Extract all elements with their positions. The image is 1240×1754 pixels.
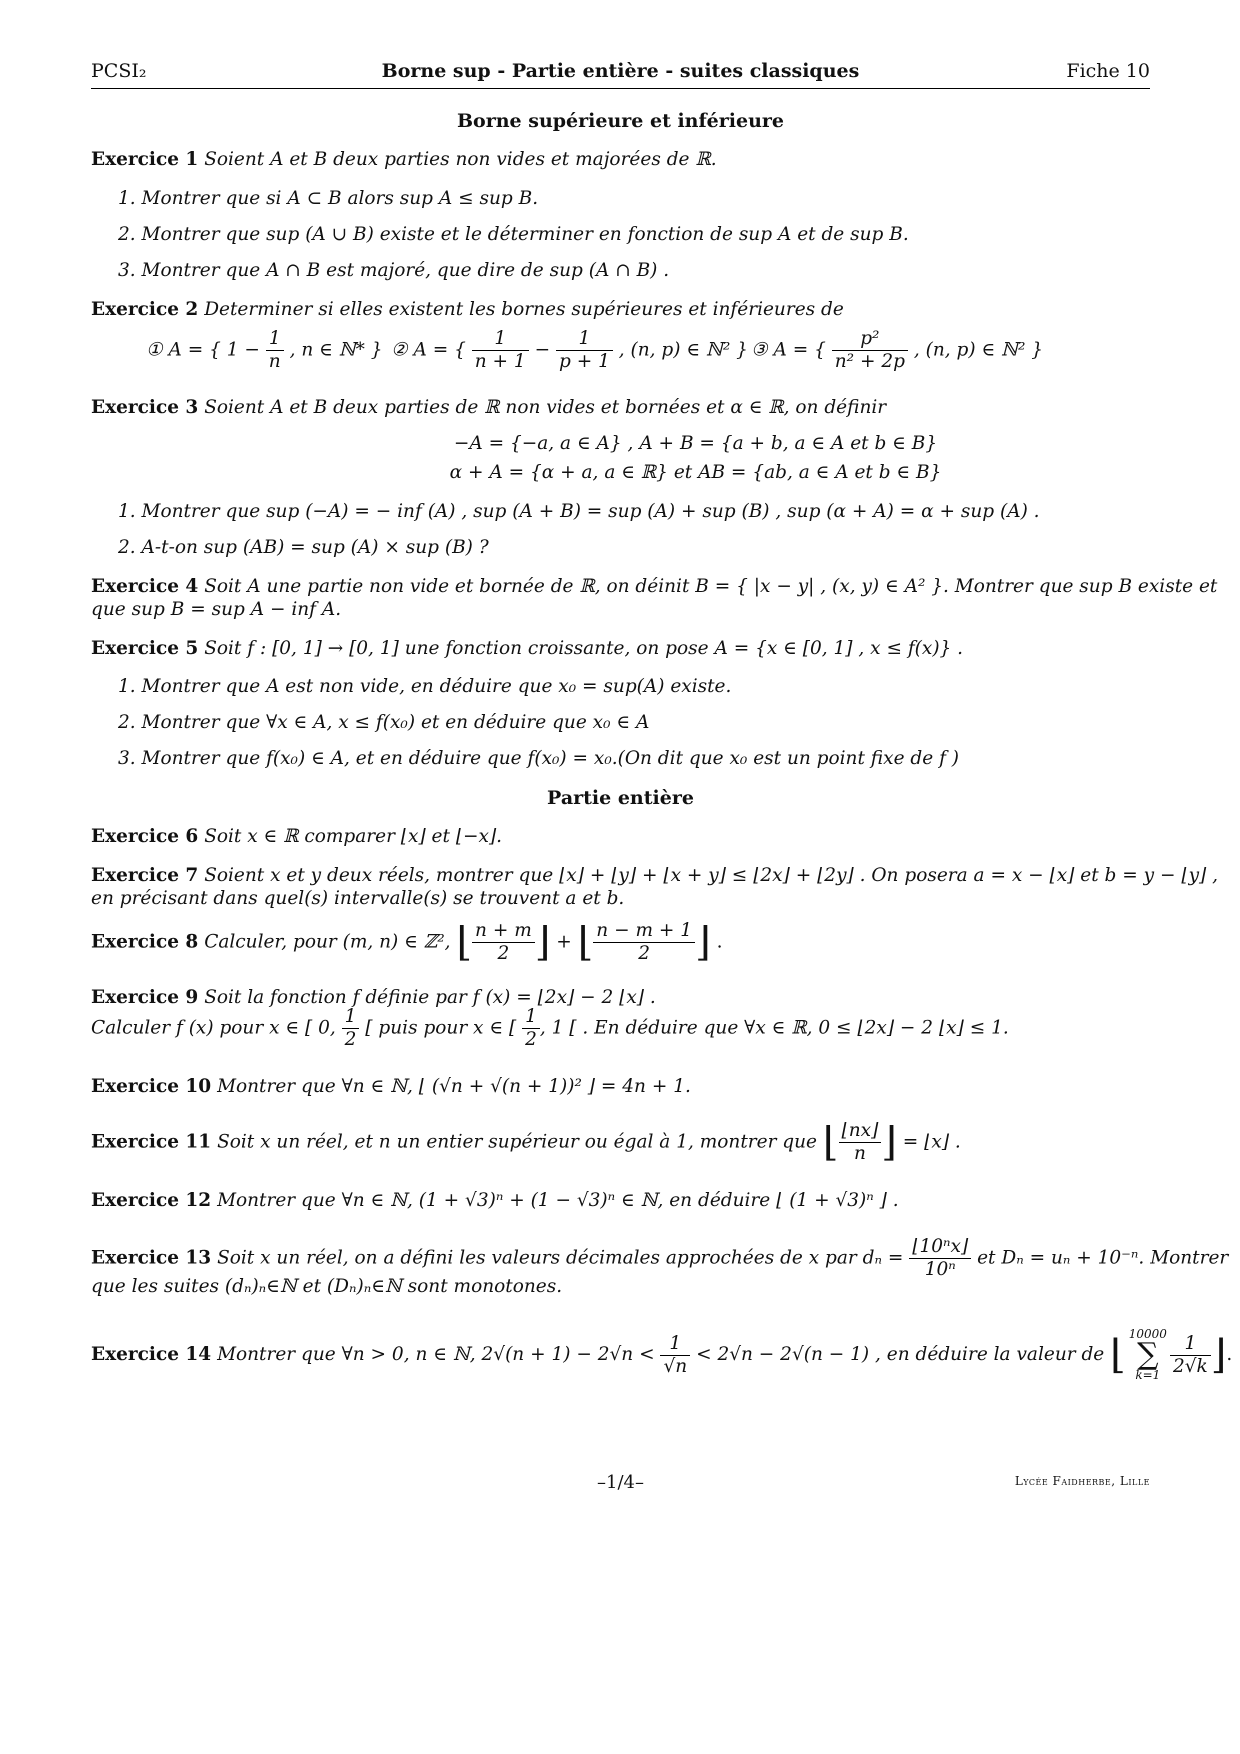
exercise-text: Soit x un réel, et n un entier supérieur ou égal à 1, montrer que <box>217 1131 817 1153</box>
exercise-5-item-3: 3. Montrer que f(x₀) ∈ A, et en déduire que f(x₀) = x₀.(On dit que x₀ est un point fixe de f ) <box>118 748 960 769</box>
exercise-label: Exercice 3 <box>91 397 199 418</box>
exercise-text: Determiner si elles existent les bornes supérieures et inférieures de <box>204 299 844 320</box>
exercise-text: Montrer que ∀n > 0, n ∈ ℕ, 2√(n + 1) − 2√n < <box>217 1344 655 1365</box>
set-2: ② A = { $\frac{1}{n + 1}$ − $\frac{1}{p + 1}$ , (n, p) ∈ ℕ² } <box>391 328 748 372</box>
exercise-text: Soient A et B deux parties non vides et majorées de ℝ. <box>204 149 717 170</box>
page-header <box>91 52 1150 89</box>
exercise-text: Soient x et y deux réels, montrer que ⌊x⌋ + ⌊y⌋ + ⌊x + y⌋ ≤ ⌊2x⌋ + ⌊2y⌋ . On posera a = x − ⌊x⌋ et b = y − ⌊y⌋ , <box>204 865 1218 886</box>
exercise-4-cont: que sup B = sup A − inf A. <box>91 599 342 620</box>
definition-line-1: −A = {−a, a ∈ A} , A + B = {a + b, a ∈ A et b ∈ B} <box>453 433 938 454</box>
set-1: ① A = { 1 − $\frac{1}{n}$ , n ∈ ℕ* } <box>146 328 383 372</box>
definition-line-2: α + A = {α + a, a ∈ ℝ} et AB = {ab, a ∈ A et b ∈ B} <box>449 462 942 483</box>
exercise-label: Exercice 6 <box>91 826 199 847</box>
exercise-4 <box>91 575 1217 599</box>
exercise-7-cont: en précisant dans quel(s) intervalle(s) se trouvent a et b. <box>91 888 625 909</box>
header-title: Borne sup - Partie entière - suites classiques <box>381 60 860 82</box>
exercise-2 <box>91 298 844 322</box>
exercise-label: Exercice 13 <box>91 1247 212 1269</box>
school-name: Lycée Faidherbe, Lille <box>1014 1474 1150 1488</box>
section-title-partie-entiere: Partie entière <box>547 787 694 809</box>
exercise-3-item-2: 2. A-t-on sup (AB) = sup (A) × sup (B) ? <box>118 537 489 558</box>
exercise-text: Soit A une partie non vide et bornée de ℝ, on déinit B = { |x − y| , (x, y) ∈ A² }. Montrer que sup B existe et <box>204 576 1218 597</box>
exercise-1-item-3: 3. Montrer que A ∩ B est majoré, que dire de sup (A ∩ B) . <box>118 260 670 281</box>
exercise-label: Exercice 1 <box>91 149 199 170</box>
exercise-label: Exercice 7 <box>91 865 199 886</box>
exercise-14: Exercice 14 Montrer que ∀n > 0, n ∈ ℕ, 2√(n + 1) − 2√n < $\frac{1}{√n}$ < 2√n − 2√(n − 1) , en déduire la valeur de ⌊ 10000 ∑ k=1 $\frac{1}{2√k}$ ⌋. <box>91 1327 1233 1382</box>
exercise-5-item-1: 1. Montrer que A est non vide, en déduire que x₀ = sup(A) existe. <box>118 676 732 697</box>
page-footer <box>91 1472 1150 1493</box>
exercise-1 <box>91 148 717 172</box>
exercise-12 <box>91 1189 899 1213</box>
exercise-label: Exercice 10 <box>91 1076 212 1097</box>
exercise-10 <box>91 1075 691 1099</box>
exercise-text: Soient A et B deux parties de ℝ non vides et bornées et α ∈ ℝ, on définir <box>204 397 887 418</box>
exercise-7 <box>91 864 1218 888</box>
exercise-label: Exercice 4 <box>91 576 199 597</box>
exercise-1-item-1: 1. Montrer que si A ⊂ B alors sup A ≤ sup B. <box>118 188 539 209</box>
exercise-8: Exercice 8 Calculer, pour (m, n) ∈ ℤ², ⌊ $\frac{n + m}{2}$ ⌋ + ⌊ $\frac{n - m + 1}{2}$ ⌋ . <box>91 919 723 966</box>
exercise-6 <box>91 825 502 849</box>
page-number: –1/4– <box>597 1472 644 1493</box>
exercise-1-item-2: 2. Montrer que sup (A ∪ B) existe et le déterminer en fonction de sup A et de sup B. <box>118 224 909 245</box>
exercise-text: Soit la fonction f définie par f (x) = ⌊2x⌋ − 2 ⌊x⌋ . <box>204 987 656 1008</box>
exercise-3 <box>91 396 886 420</box>
exercise-label: Exercice 14 <box>91 1344 212 1365</box>
header-sheet: Fiche 10 <box>1066 60 1150 82</box>
exercise-text: Montrer que ∀n ∈ ℕ, ⌊ (√n + √(n + 1))² ⌋ = 4n + 1. <box>217 1076 691 1097</box>
exercise-label: Exercice 9 <box>91 987 199 1008</box>
exercise-text: Soit x ∈ ℝ comparer ⌊x⌋ et ⌊−x⌋. <box>204 826 503 847</box>
exercise-text: Montrer que ∀n ∈ ℕ, (1 + √3)ⁿ + (1 − √3)ⁿ ∈ ℕ, en déduire ⌊ (1 + √3)ⁿ ⌋ . <box>217 1190 899 1211</box>
exercise-13: Exercice 13 Soit x un réel, on a défini les valeurs décimales approchées de x par dₙ = $\frac{\text{⌊10ⁿx⌋}}{\text{10ⁿ}}$ et Dₙ = uₙ + 10⁻ⁿ. Montrer <box>91 1236 1229 1280</box>
exercise-13-cont: que les suites (dₙ)ₙ∈ℕ et (Dₙ)ₙ∈ℕ sont monotones. <box>91 1276 563 1297</box>
exercise-5-item-2: 2. Montrer que ∀x ∈ A, x ≤ f(x₀) et en déduire que x₀ ∈ A <box>118 712 650 733</box>
exercise-5 <box>91 637 963 661</box>
header-class: PCSI₂ <box>91 60 147 82</box>
set-3: ③ A = { $\frac{\text{p²}}{\text{n² + 2p}}$ , (n, p) ∈ ℕ² } <box>751 328 1044 372</box>
section-title-bornes: Borne supérieure et inférieure <box>457 110 784 132</box>
exercise-text: Soit x un réel, on a défini les valeurs décimales approchées de x par dₙ = <box>217 1247 904 1269</box>
page <box>91 52 1233 1493</box>
exercise-3-item-1: 1. Montrer que sup (−A) = − inf (A) , sup (A + B) = sup (A) + sup (B) , sup (α + A) = α + sup (A) . <box>118 501 1040 522</box>
exercise-text: Calculer, pour (m, n) ∈ ℤ², <box>204 931 451 953</box>
exercise-label: Exercice 8 <box>91 931 199 953</box>
exercise-label: Exercice 5 <box>91 638 199 659</box>
exercise-label: Exercice 12 <box>91 1190 212 1211</box>
exercise-11: Exercice 11 Soit x un réel, et n un entier supérieur ou égal à 1, montrer que ⌊ $\frac{⌊nx⌋}{n}$ ⌋ = ⌊x⌋ . <box>91 1119 961 1166</box>
exercise-label: Exercice 2 <box>91 299 199 320</box>
exercise-9-cont: Calculer f (x) pour x ∈ [ 0, $\frac{1}{2}$ [ puis pour x ∈ [ $\frac{1}{2}$ , 1 [ . En déduire que ∀x ∈ ℝ, 0 ≤ ⌊2x⌋ − 2 ⌊x⌋ ≤ 1. <box>91 1006 1009 1050</box>
exercise-label: Exercice 11 <box>91 1131 212 1153</box>
exercise-text: Soit f : [0, 1] → [0, 1] une fonction croissante, on pose A = {x ∈ [0, 1] , x ≤ f(x)} . <box>204 638 964 659</box>
